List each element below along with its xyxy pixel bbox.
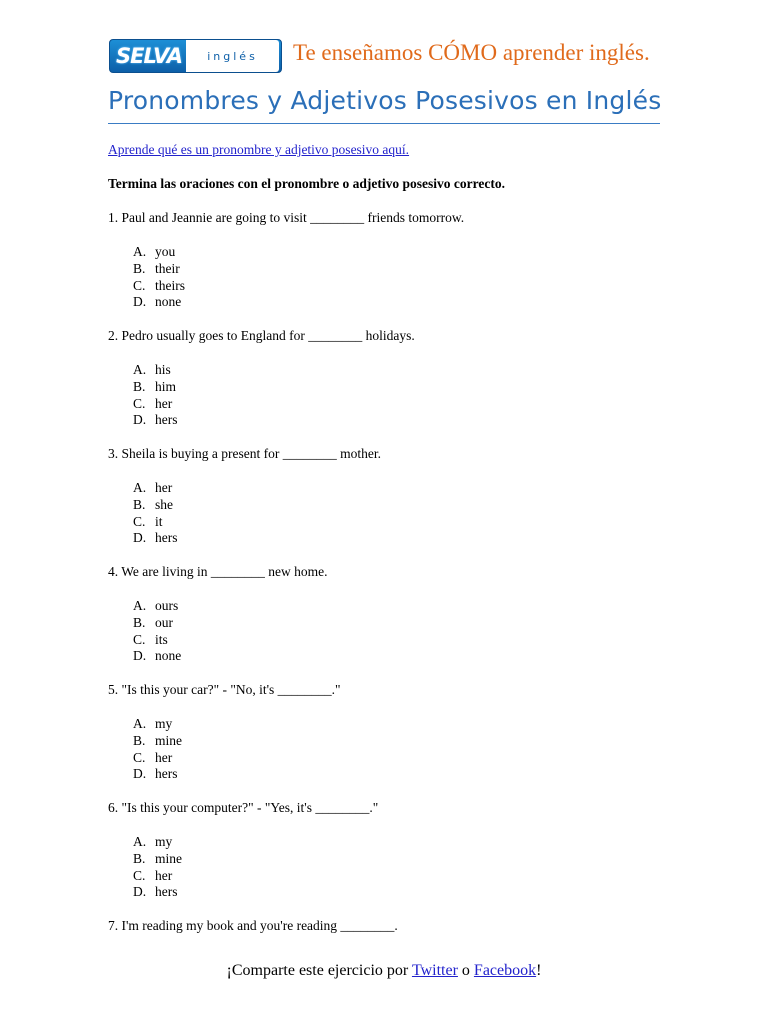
answer-option	[133, 598, 178, 614]
option-letter: C.	[133, 513, 146, 529]
footer-suffix: !	[536, 962, 542, 979]
question-text: 1. Paul and Jeannie are going to visit ________ friends tomorrow.	[108, 210, 465, 225]
answer-option	[133, 362, 171, 378]
option-letter: B.	[133, 496, 146, 512]
option-letter: D.	[133, 530, 147, 546]
answer-option	[133, 834, 172, 850]
option-text: her	[155, 749, 173, 765]
answer-option	[133, 530, 178, 546]
option-letter: C.	[133, 867, 146, 883]
option-letter: D.	[133, 884, 147, 900]
answer-option	[133, 868, 172, 884]
answer-option	[133, 750, 172, 766]
option-letter: A.	[133, 362, 147, 377]
option-letter: A.	[133, 598, 147, 613]
option-text: our	[155, 614, 173, 630]
option-text: none	[155, 294, 182, 310]
answer-option	[133, 244, 175, 260]
option-text: mine	[155, 850, 182, 866]
answer-option	[133, 514, 163, 530]
option-text: hers	[155, 884, 178, 900]
option-letter: B.	[133, 378, 146, 394]
page-title: Pronombres y Adjetivos Posesivos en Inglés	[108, 86, 662, 115]
answer-option	[133, 766, 178, 782]
option-text: her	[155, 480, 173, 495]
option-text: my	[155, 716, 173, 731]
option-letter: B.	[133, 614, 146, 630]
option-letter: D.	[133, 648, 147, 664]
facebook-link[interactable]: Facebook	[473, 962, 537, 979]
option-text: her	[155, 395, 173, 411]
option-letter: C.	[133, 395, 146, 411]
question-text: 4. We are living in ________ new home.	[108, 564, 328, 579]
option-letter: B.	[133, 260, 146, 276]
option-letter: D.	[133, 766, 147, 782]
option-text: mine	[155, 732, 182, 748]
answer-option	[133, 884, 178, 900]
option-text: it	[155, 513, 163, 529]
option-text: hers	[155, 530, 178, 546]
learn-more-link[interactable]: Aprende qué es un pronombre y adjetivo posesivo aquí.	[108, 142, 410, 157]
answer-option	[133, 412, 178, 428]
option-text: its	[155, 631, 168, 647]
question-text: 5. "Is this your car?" - "No, it's ________."	[108, 682, 341, 697]
option-text: ours	[155, 598, 179, 613]
option-letter: D.	[133, 412, 147, 428]
option-text: you	[155, 244, 176, 259]
selva-logo[interactable]	[109, 39, 282, 73]
question-text: 2. Pedro usually goes to England for ________ holidays.	[108, 328, 415, 343]
question-text: 6. "Is this your computer?" - "Yes, it's ________."	[108, 800, 379, 815]
option-text: none	[155, 648, 182, 664]
answer-option	[133, 278, 185, 294]
instruction-text: Termina las oraciones con el pronombre o adjetivo posesivo correcto.	[108, 176, 505, 191]
option-letter: A.	[133, 834, 147, 849]
title-divider	[108, 123, 660, 124]
option-letter: A.	[133, 716, 147, 731]
option-text: theirs	[155, 277, 185, 293]
option-letter: B.	[133, 850, 146, 866]
option-letter: C.	[133, 749, 146, 765]
answer-option	[133, 294, 181, 310]
tagline: Te enseñamos CÓMO aprender inglés.	[293, 40, 650, 65]
logo-sub: inglés	[186, 40, 279, 72]
option-letter: B.	[133, 732, 146, 748]
answer-option	[133, 632, 168, 648]
option-text: hers	[155, 766, 178, 782]
question-text: 3. Sheila is buying a present for ________ mother.	[108, 446, 381, 461]
share-footer	[0, 962, 768, 980]
option-text: their	[155, 260, 180, 276]
answer-option	[133, 497, 173, 513]
option-letter: A.	[133, 244, 147, 259]
option-text: she	[155, 496, 173, 512]
answer-option	[133, 261, 180, 277]
footer-prefix: ¡Comparte este ejercicio por	[226, 962, 412, 979]
option-text: his	[155, 362, 171, 377]
answer-option	[133, 851, 182, 867]
option-letter: D.	[133, 294, 147, 310]
option-letter: C.	[133, 277, 146, 293]
answer-option	[133, 716, 172, 732]
twitter-link[interactable]: Twitter	[411, 962, 458, 979]
answer-option	[133, 379, 176, 395]
answer-option	[133, 733, 182, 749]
option-text: hers	[155, 412, 178, 428]
option-letter: C.	[133, 631, 146, 647]
option-text: him	[155, 378, 177, 394]
answer-option	[133, 648, 181, 664]
option-text: her	[155, 867, 173, 883]
footer-middle: o	[457, 962, 474, 979]
question-text: 7. I'm reading my book and you're reading ________.	[108, 918, 398, 933]
answer-option	[133, 615, 173, 631]
logo-word: SELVA	[116, 44, 183, 68]
option-text: my	[155, 834, 173, 849]
option-letter: A.	[133, 480, 147, 495]
answer-option	[133, 396, 172, 412]
answer-option	[133, 480, 172, 496]
